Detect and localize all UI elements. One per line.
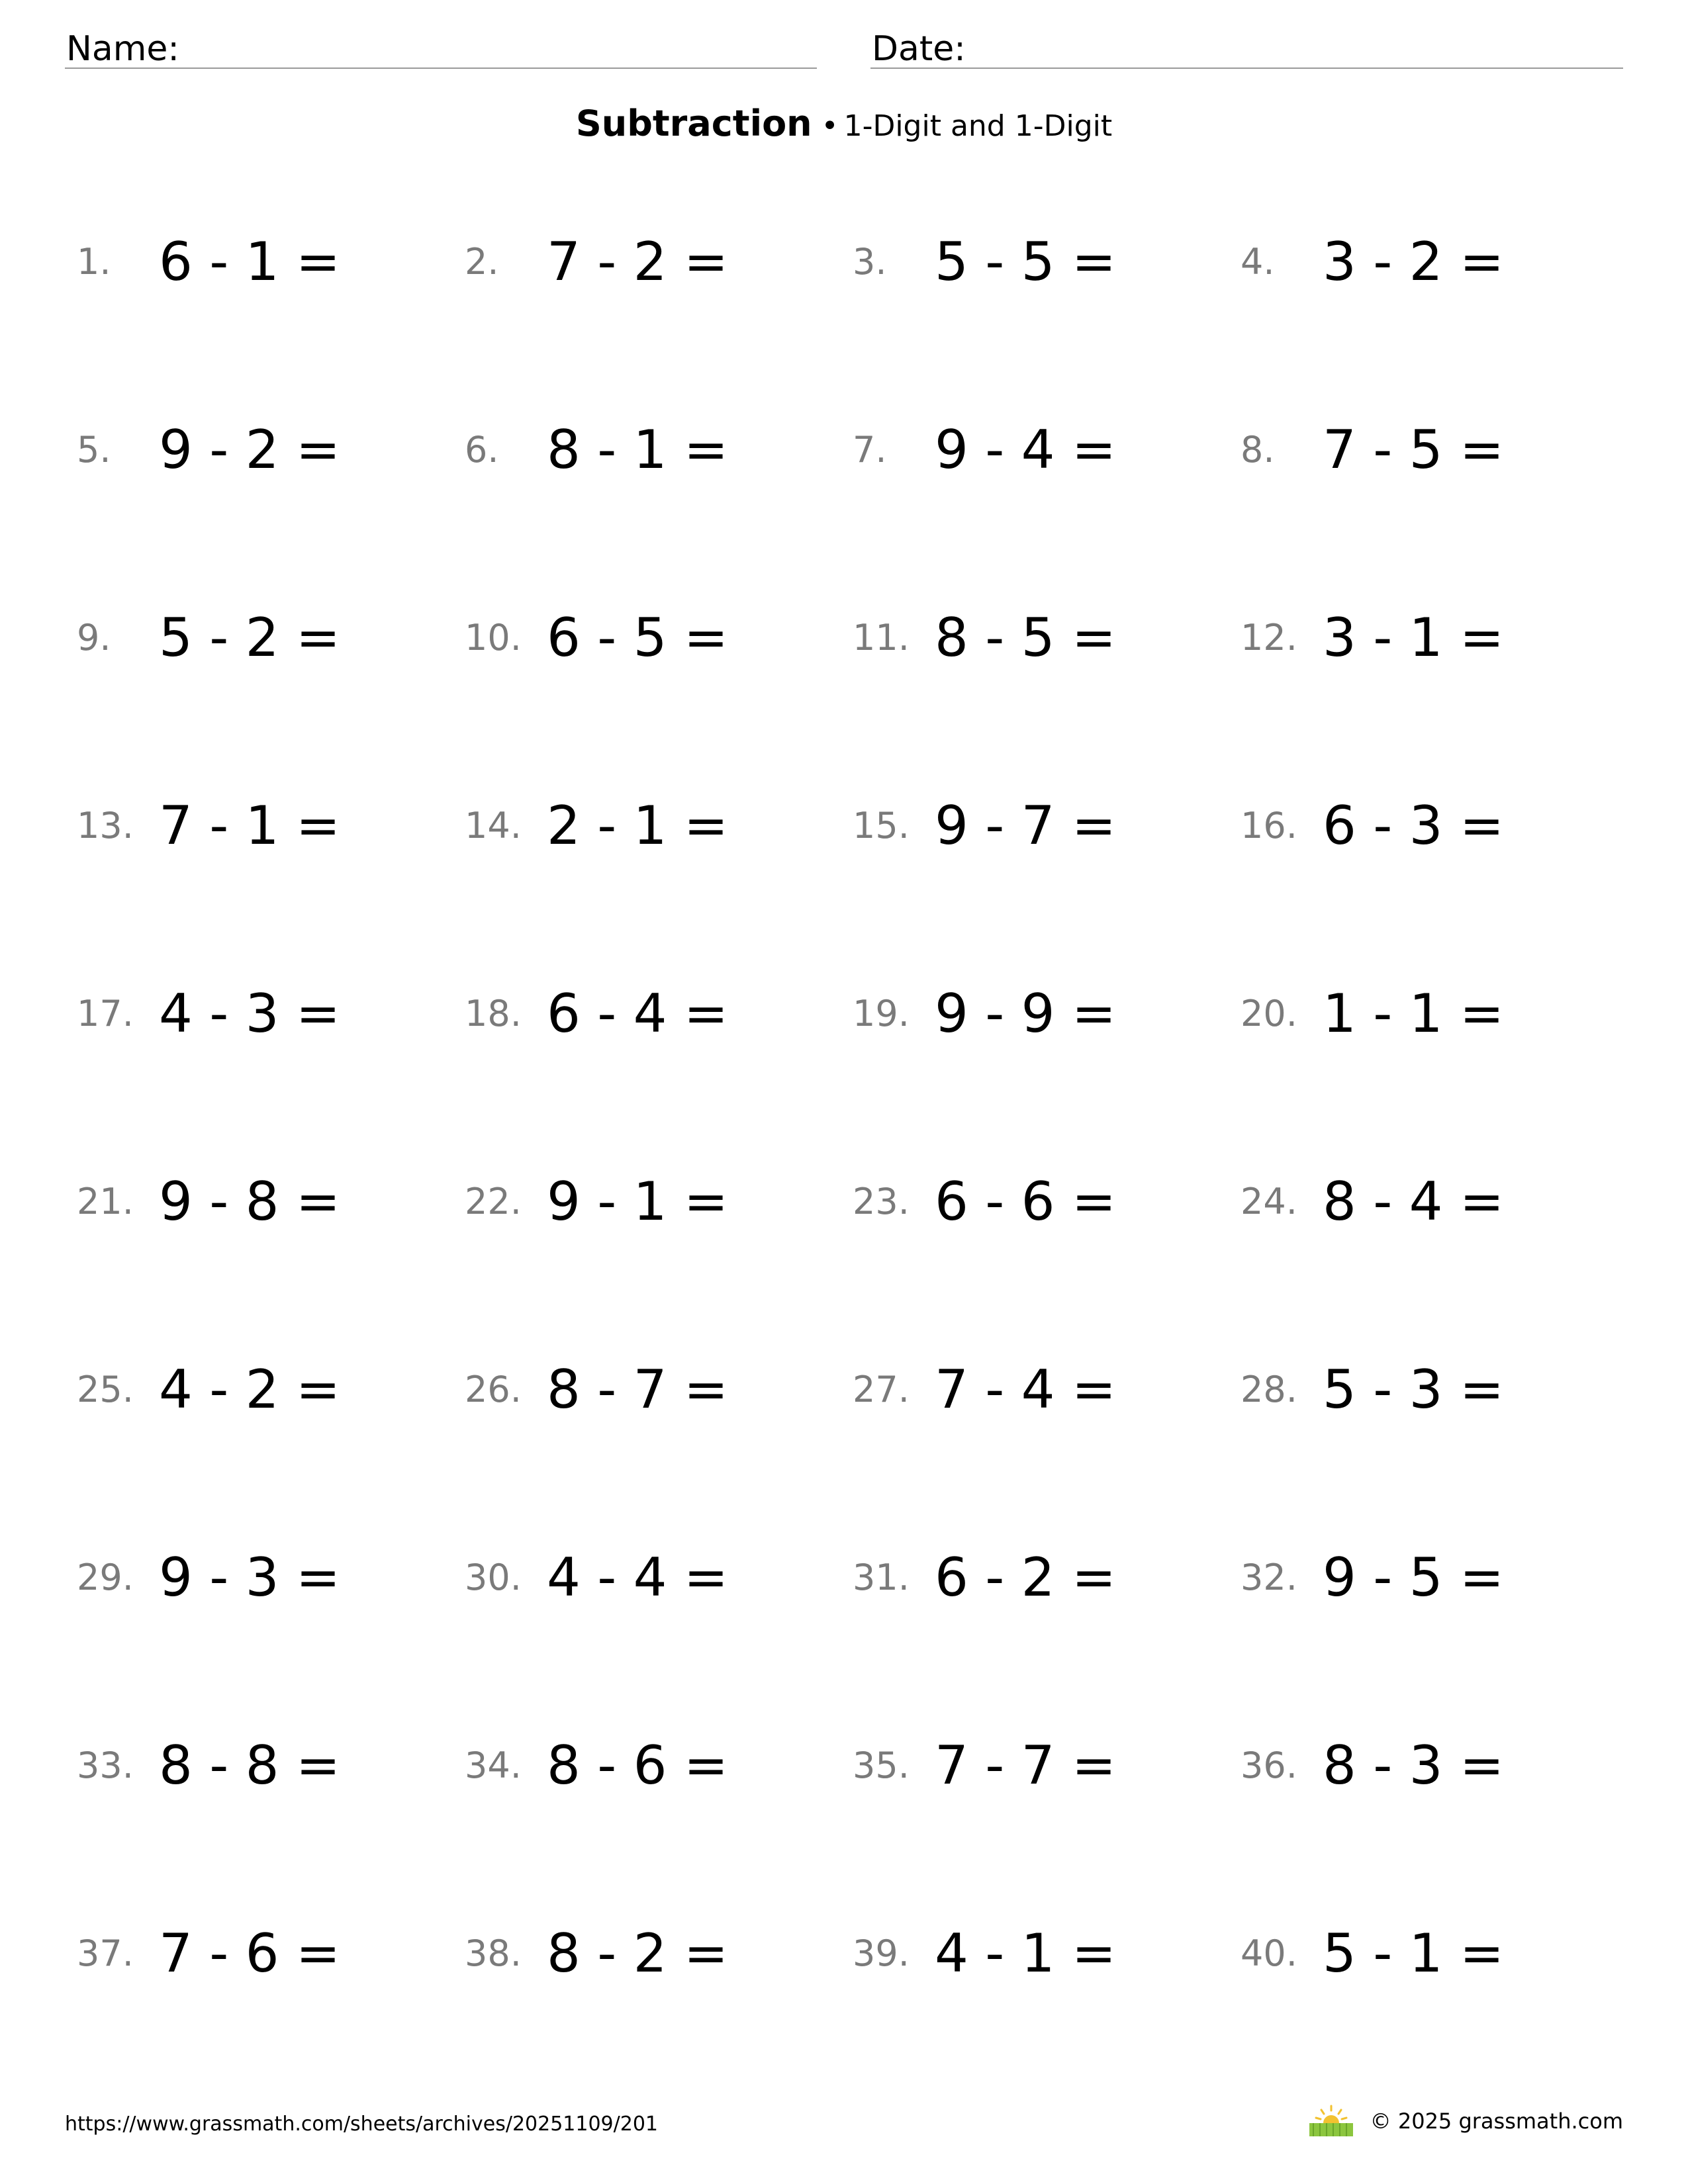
problem-expression: 8 - 3 =	[1323, 1734, 1504, 1796]
name-label: Name:	[66, 29, 179, 69]
date-field[interactable]	[870, 24, 1623, 69]
problem-number: 12.	[1241, 616, 1297, 659]
problem-item	[465, 1349, 835, 1429]
problem-item	[1241, 1349, 1611, 1429]
problem-expression: 6 - 4 =	[547, 982, 728, 1044]
problem-item	[77, 598, 447, 677]
worksheet-title	[0, 103, 1688, 144]
problem-expression: 3 - 1 =	[1323, 606, 1504, 668]
problem-item	[1241, 974, 1611, 1053]
problem-number: 8.	[1241, 428, 1275, 471]
problem-item	[853, 786, 1223, 865]
problem-item	[853, 222, 1223, 301]
problem-item	[1241, 786, 1611, 865]
problem-item	[853, 410, 1223, 489]
problem-expression: 7 - 5 =	[1323, 418, 1504, 480]
problem-expression: 9 - 3 =	[159, 1546, 340, 1608]
name-field[interactable]	[65, 24, 817, 69]
footer-url: https://www.grassmath.com/sheets/archives/20251109/201	[65, 2113, 659, 2136]
problem-expression: 7 - 2 =	[547, 230, 728, 293]
problem-expression: 9 - 7 =	[935, 794, 1116, 856]
problem-item	[77, 1161, 447, 1241]
problem-expression: 8 - 1 =	[547, 418, 728, 480]
problem-item	[77, 222, 447, 301]
problem-item	[1241, 1913, 1611, 1993]
footer-branding	[1308, 2105, 1623, 2138]
problem-expression: 3 - 2 =	[1323, 230, 1504, 293]
problem-item	[465, 598, 835, 677]
problem-number: 18.	[465, 992, 522, 1034]
problem-expression: 9 - 1 =	[547, 1170, 728, 1232]
problem-number: 34.	[465, 1744, 522, 1786]
problem-item	[1241, 1725, 1611, 1805]
problem-item	[77, 1537, 447, 1617]
problem-number: 1.	[77, 240, 111, 283]
problem-number: 6.	[465, 428, 499, 471]
problem-expression: 9 - 8 =	[159, 1170, 340, 1232]
problem-item	[853, 1161, 1223, 1241]
problem-expression: 5 - 5 =	[935, 230, 1116, 293]
problem-number: 9.	[77, 616, 111, 659]
problem-expression: 6 - 3 =	[1323, 794, 1504, 856]
problem-item	[1241, 1537, 1611, 1617]
problem-expression: 4 - 2 =	[159, 1358, 340, 1420]
problem-item	[77, 1913, 447, 1993]
problem-item	[465, 974, 835, 1053]
problem-item	[1241, 1161, 1611, 1241]
problem-expression: 7 - 4 =	[935, 1358, 1116, 1420]
problem-number: 23.	[853, 1180, 910, 1222]
problem-expression: 9 - 4 =	[935, 418, 1116, 480]
title-bullet: •	[821, 109, 839, 143]
date-label: Date:	[872, 29, 966, 69]
problem-expression: 6 - 2 =	[935, 1546, 1116, 1608]
problem-item	[853, 1349, 1223, 1429]
problem-expression: 7 - 1 =	[159, 794, 340, 856]
problem-expression: 4 - 3 =	[159, 982, 340, 1044]
problem-number: 20.	[1241, 992, 1297, 1034]
problem-expression: 7 - 6 =	[159, 1922, 340, 1984]
problem-number: 14.	[465, 804, 522, 846]
problem-number: 29.	[77, 1556, 134, 1598]
problem-expression: 5 - 1 =	[1323, 1922, 1504, 1984]
problem-number: 38.	[465, 1932, 522, 1974]
problem-number: 39.	[853, 1932, 910, 1974]
problem-number: 7.	[853, 428, 887, 471]
problem-item	[465, 1913, 835, 1993]
problem-item	[77, 410, 447, 489]
footer-copyright: © 2025 grassmath.com	[1370, 2109, 1623, 2134]
problem-expression: 8 - 8 =	[159, 1734, 340, 1796]
problem-number: 33.	[77, 1744, 134, 1786]
problem-expression: 8 - 5 =	[935, 606, 1116, 668]
problem-expression: 8 - 6 =	[547, 1734, 728, 1796]
problem-expression: 6 - 1 =	[159, 230, 340, 293]
problem-number: 19.	[853, 992, 910, 1034]
problem-number: 35.	[853, 1744, 910, 1786]
problem-item	[77, 786, 447, 865]
problem-number: 36.	[1241, 1744, 1297, 1786]
problem-item	[1241, 410, 1611, 489]
problem-expression: 4 - 1 =	[935, 1922, 1116, 1984]
problem-number: 15.	[853, 804, 910, 846]
problem-number: 28.	[1241, 1368, 1297, 1410]
title-subtitle: 1-Digit and 1-Digit	[843, 109, 1113, 143]
problem-item	[465, 1537, 835, 1617]
problem-expression: 6 - 6 =	[935, 1170, 1116, 1232]
problem-expression: 8 - 4 =	[1323, 1170, 1504, 1232]
problem-number: 2.	[465, 240, 499, 283]
problem-grid	[0, 222, 1688, 2128]
title-main: Subtraction	[575, 103, 812, 144]
problem-number: 17.	[77, 992, 134, 1034]
problem-item	[1241, 222, 1611, 301]
problem-expression: 2 - 1 =	[547, 794, 728, 856]
problem-expression: 8 - 2 =	[547, 1922, 728, 1984]
problem-number: 27.	[853, 1368, 910, 1410]
problem-item	[1241, 598, 1611, 677]
problem-expression: 5 - 3 =	[1323, 1358, 1504, 1420]
problem-expression: 9 - 2 =	[159, 418, 340, 480]
problem-item	[465, 1161, 835, 1241]
problem-number: 10.	[465, 616, 522, 659]
problem-item	[77, 1349, 447, 1429]
problem-expression: 9 - 5 =	[1323, 1546, 1504, 1608]
problem-number: 24.	[1241, 1180, 1297, 1222]
problem-number: 40.	[1241, 1932, 1297, 1974]
problem-item	[853, 1537, 1223, 1617]
problem-item	[77, 974, 447, 1053]
problem-expression: 5 - 2 =	[159, 606, 340, 668]
problem-number: 5.	[77, 428, 111, 471]
problem-item	[465, 410, 835, 489]
problem-item	[77, 1725, 447, 1805]
problem-number: 22.	[465, 1180, 522, 1222]
problem-number: 25.	[77, 1368, 134, 1410]
problem-expression: 9 - 9 =	[935, 982, 1116, 1044]
problem-item	[465, 1725, 835, 1805]
problem-item	[465, 222, 835, 301]
problem-item	[465, 786, 835, 865]
problem-number: 21.	[77, 1180, 134, 1222]
problem-number: 37.	[77, 1932, 134, 1974]
problem-item	[853, 1725, 1223, 1805]
problem-expression: 1 - 1 =	[1323, 982, 1504, 1044]
sun-over-grass-icon	[1308, 2105, 1354, 2138]
problem-number: 4.	[1241, 240, 1275, 283]
problem-number: 30.	[465, 1556, 522, 1598]
problem-expression: 8 - 7 =	[547, 1358, 728, 1420]
problem-expression: 4 - 4 =	[547, 1546, 728, 1608]
problem-expression: 6 - 5 =	[547, 606, 728, 668]
problem-number: 32.	[1241, 1556, 1297, 1598]
problem-number: 26.	[465, 1368, 522, 1410]
problem-item	[853, 598, 1223, 677]
problem-number: 16.	[1241, 804, 1297, 846]
problem-expression: 7 - 7 =	[935, 1734, 1116, 1796]
problem-number: 3.	[853, 240, 887, 283]
problem-number: 31.	[853, 1556, 910, 1598]
problem-number: 11.	[853, 616, 910, 659]
problem-item	[853, 1913, 1223, 1993]
problem-item	[853, 974, 1223, 1053]
problem-number: 13.	[77, 804, 134, 846]
